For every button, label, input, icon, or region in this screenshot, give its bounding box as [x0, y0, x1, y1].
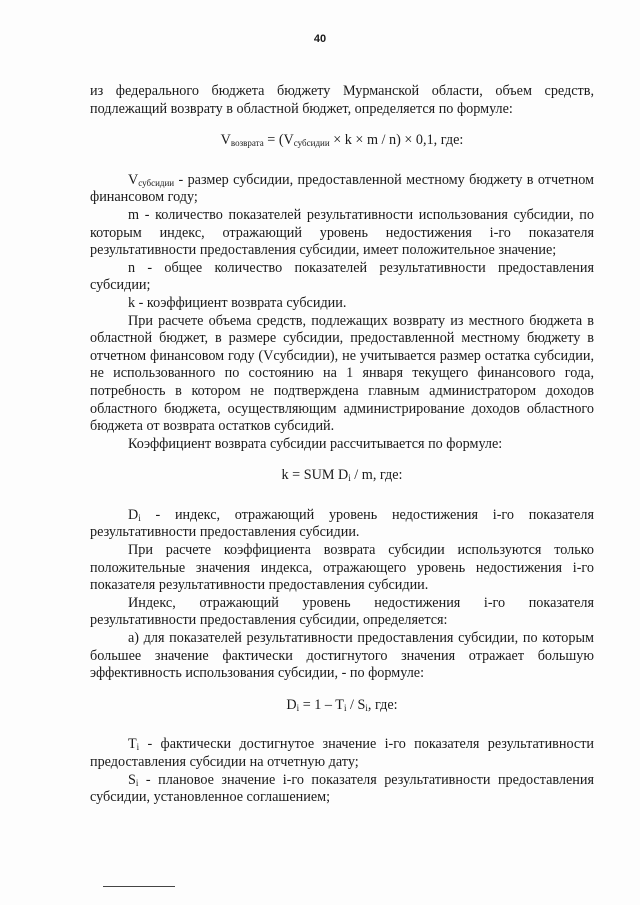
- definition-d-i: $D_i$ - индекс, отражающий уровень недостижения i-го показателя результативности предоставления субсидии.: [90, 506, 595, 541]
- definition-s-i: $S_i$ - плановое значение i-го показателя результативности предоставления субсидии, установленное соглашением;: [90, 771, 594, 806]
- definition-v-subsidii: $V_{субсидии}$ - размер субсидии, предоставленной местному бюджету в отчетном финансовом году;: [90, 171, 594, 206]
- definition-m: m - количество показателей результативности использования субсидии, по которым индекс, отражающий уровень недостижения i-го показателя результативности предоставления субсидии, имеет положительное значение;: [90, 206, 594, 259]
- page-number: 40: [313, 33, 327, 45]
- paragraph-index-defined: Индекс, отражающий уровень недостижения i-го показателя результативности предоставления субсидии, определяется:: [90, 594, 594, 629]
- definition-k: k - коэффициент возврата субсидии.: [128, 294, 347, 311]
- paragraph-positive-values: При расчете коэффициента возврата субсидии используются только положительные значения индекса, отражающего уровень недостижения i-го показателя результативности предоставления субсидии.: [90, 542, 594, 594]
- footnote-divider: [103, 886, 175, 887]
- document-body: [90, 83, 594, 807]
- paragraph-coefficient-intro: Коэффициент возврата субсидии рассчитывается по формуле:: [128, 435, 503, 452]
- definition-n: n - общее количество показателей результативности предоставления субсидии;: [90, 259, 594, 294]
- paragraph-calculation-note: При расчете объема средств, подлежащих возврату из местного бюджета в областной бюджет, в размере субсидии, предоставленной местному бюджету в отчетном финансовом году (Vсубсидии), не учитывается размер остатка субсидии, не использованного по состоянию на 1 января текущего финансового года, потребность в котором не подтверждена главным администратором доходов областного бюджета, осуществляющим администрирование доходов областного бюджета от возврата остатков субсидий.: [90, 312, 594, 435]
- formula-index: $D_i = 1 - T_i / S_i$, где:: [286, 696, 398, 713]
- definition-t-i: $T_i$ - фактически достигнутое значение i-го показателя результативности предоставления субсидии на отчетную дату;: [90, 736, 594, 770]
- paragraph-item-a: а) для показателей результативности предоставления субсидии, по которым большее значение фактически достигнутого значения отражает большую эффективность использования субсидии, - по формуле:: [90, 630, 594, 682]
- formula-coefficient: k = SUM $D_i$ / m, где:: [281, 467, 403, 484]
- paragraph-intro: из федерального бюджета бюджету Мурманской области, объем средств, подлежащий возврату в областной бюджет, определяется по формуле:: [90, 83, 594, 117]
- formula-return-volume: $V_{возврата} = (V_{субсидии} \times k \times m / n) \times 0,1$, где:: [220, 132, 464, 149]
